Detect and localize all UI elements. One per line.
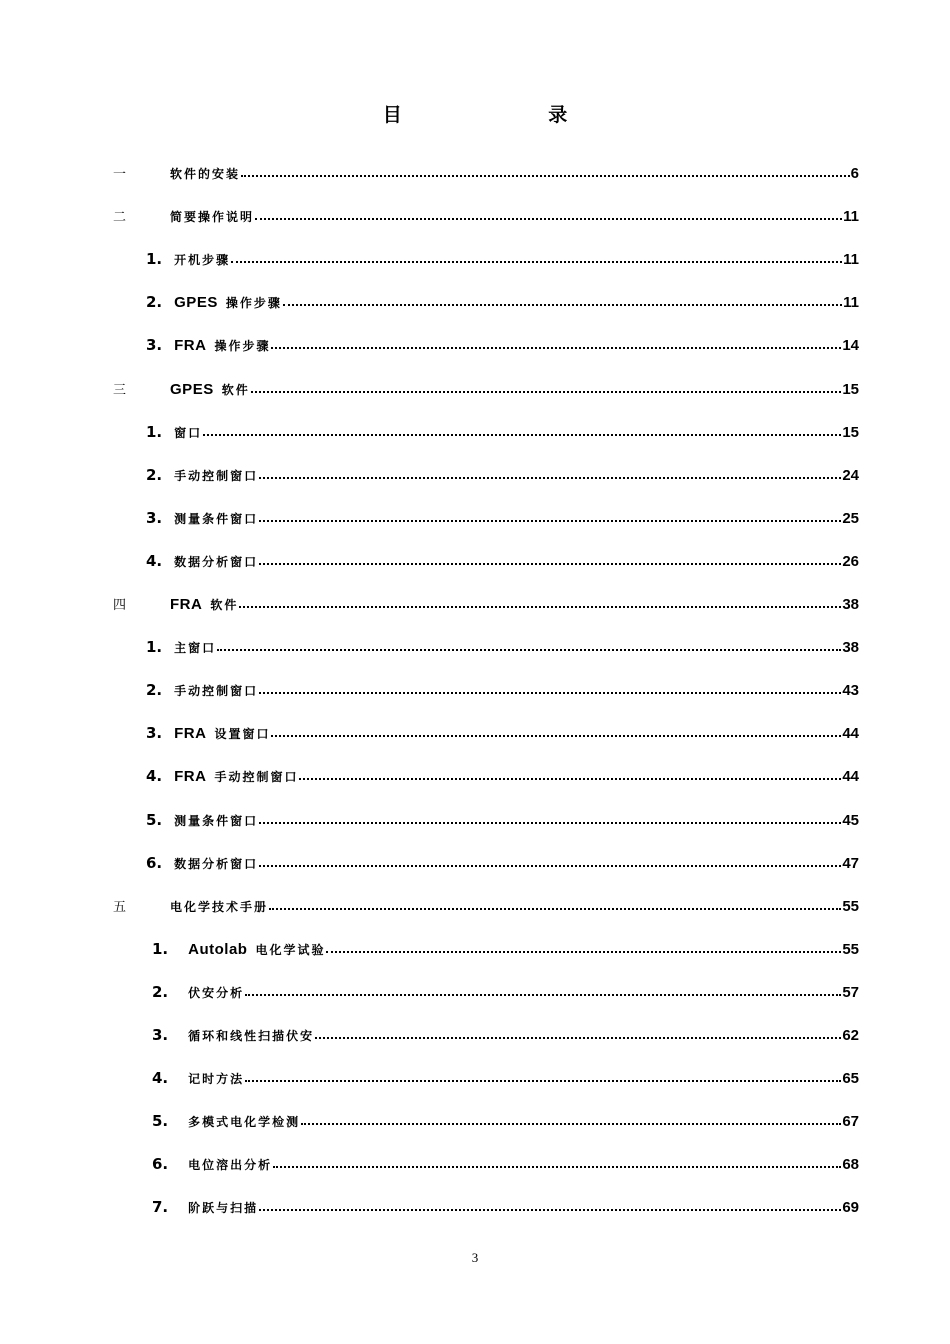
toc-entry[interactable] [152,1149,859,1173]
toc-leader-dots [259,692,841,694]
toc-entry-page: 38 [842,596,859,613]
toc-entry-text: 操作步骤 [214,339,271,354]
toc-entry-page: 15 [842,380,859,398]
toc-entry-latin: FRA [174,768,207,786]
toc-leader-dots [259,1209,841,1211]
toc-entry-number: 2. [146,681,163,700]
toc-entry-number: 1. [146,250,163,269]
toc-entry[interactable] [146,632,859,656]
toc-entry[interactable] [152,1192,859,1216]
toc-entry-number: 1. [146,422,163,441]
toc-entry-number: 四 [113,598,127,613]
toc-entry-label [174,251,230,268]
toc-entry-label [174,467,258,484]
toc-entry-latin: Autolab [188,940,248,958]
toc-entry-number: 4. [146,767,163,786]
toc-entry-number: 3. [146,508,163,527]
toc-leader-dots [315,1037,841,1039]
toc-entry[interactable] [152,977,859,1001]
toc-entry-text: 数据分析窗口 [174,554,259,569]
page-number: 3 [471,1250,479,1265]
toc-entry-page: 14 [842,337,859,355]
toc-entry-label [174,294,282,311]
toc-leader-dots [283,304,842,306]
toc-entry[interactable] [146,718,859,742]
toc-entry-label [188,1027,314,1044]
toc-leader-dots [239,606,841,608]
toc-entry-label [174,682,258,699]
toc-leader-dots [269,908,841,910]
toc-entry-label [188,984,244,1001]
toc-entry[interactable] [146,330,859,354]
toc-entry-latin: GPES [174,294,218,312]
toc-entry-page: 65 [842,1070,859,1088]
toc-entry-page: 67 [842,1113,859,1131]
toc-entry-text: 数据分析窗口 [174,856,259,871]
toc-entry-text: 测量条件窗口 [174,813,259,828]
toc-entry[interactable] [146,417,859,441]
toc-entry-number: 一 [113,167,127,182]
toc-entry-text: 软件 [210,598,239,612]
toc-entry-label [170,165,240,182]
toc-entry-page: 55 [842,897,859,915]
toc-entry-label [170,208,254,225]
toc-entry-latin: FRA [170,596,203,613]
toc-entry-label [174,337,270,354]
toc-leader-dots [259,563,841,565]
toc-entry-text: 测量条件窗口 [174,511,259,526]
toc-entry-page: 11 [843,251,859,269]
page-title: 目 录 [382,104,638,126]
toc-entry-page: 25 [842,509,859,527]
toc-entry-page: 69 [842,1199,859,1217]
toc-entry-page: 44 [842,768,859,786]
toc-entry-number: 2. [146,293,163,312]
toc-entry-number: 6. [152,1155,169,1174]
toc-entry-text: 操作步骤 [225,296,282,311]
toc-entry[interactable] [113,158,859,182]
toc-entry-number: 5. [146,810,163,829]
toc-entry[interactable] [152,1020,859,1044]
toc-entry-label [174,768,298,785]
toc-entry-label [174,812,258,829]
toc-entry-text: 手动控制窗口 [214,770,299,785]
toc-entry-number: 2. [146,465,163,484]
toc-entry-number: 3. [152,1026,169,1044]
toc-entry[interactable] [146,503,859,527]
toc-entry-label [174,855,258,872]
toc-entry-latin: FRA [174,725,207,743]
toc-entry-text: 窗口 [174,425,203,440]
toc-entry-text: 开机步骤 [174,253,231,268]
toc-leader-dots [326,951,841,953]
toc-entry-number: 二 [113,210,127,226]
toc-entry[interactable] [146,546,859,570]
toc-entry-text: 电化学试验 [255,942,326,957]
toc-entry-page: 24 [842,466,859,484]
toc-leader-dots [241,175,850,177]
toc-leader-dots [259,865,841,867]
toc-entry-label [188,1070,244,1087]
toc-entry-latin: FRA [174,337,207,355]
toc-entry[interactable] [146,460,859,484]
toc-entry-number: 3. [146,724,163,743]
toc-entry[interactable] [146,848,859,872]
toc-entry-text: 软件的安装 [170,167,241,181]
toc-leader-dots [259,520,841,522]
toc-entry-page: 57 [842,983,859,1001]
toc-entry-page: 11 [843,294,859,312]
toc-entry-label [174,424,202,441]
toc-entry-label [174,725,270,742]
toc-entry-text: 阶跃与扫描 [188,1201,259,1216]
toc-entry-text: 主窗口 [174,641,217,656]
toc-entry-page: 62 [842,1027,859,1044]
toc-entry[interactable] [146,287,859,311]
toc-entry-label [174,639,216,656]
toc-entry-page: 43 [842,682,859,700]
toc-entry-page: 68 [842,1156,859,1174]
toc-leader-dots [231,261,842,263]
toc-leader-dots [259,822,841,824]
toc-entry-text: 简要操作说明 [170,210,255,225]
toc-leader-dots [203,434,841,436]
toc-entry-page: 38 [842,639,859,657]
toc-entry[interactable] [113,891,859,915]
toc-entry[interactable] [152,1106,859,1130]
toc-entry[interactable] [146,805,859,829]
toc-entry-text: 电化学技术手册 [170,899,269,914]
toc-entry-label [174,510,258,527]
toc-entry[interactable] [113,374,859,398]
toc-entry-text: 手动控制窗口 [174,684,259,699]
toc-entry-number: 1. [152,939,169,958]
toc-entry-page: 45 [842,811,859,829]
toc-entry-label [174,553,258,570]
toc-leader-dots [255,218,842,220]
toc-leader-dots [245,994,841,996]
toc-entry[interactable] [152,934,859,958]
toc-leader-dots [299,778,841,780]
toc-entry-number: 3. [146,336,163,355]
toc-entry-page: 44 [842,725,859,743]
toc-leader-dots [273,1166,841,1168]
toc-entry-number: 1. [146,638,163,657]
toc-entry-text: 记时方法 [188,1072,245,1087]
toc-entry-page: 55 [842,940,859,958]
toc-entry-text: 多模式电化学检测 [188,1115,301,1130]
toc-entry-number: 6. [146,853,163,872]
toc-entry[interactable] [113,589,859,613]
toc-entry-label [188,1156,272,1173]
toc-entry-label [188,941,325,958]
toc-entry-label [170,381,250,398]
toc-entry-page: 47 [842,854,859,872]
toc-entry-text: 手动控制窗口 [174,468,259,483]
toc-entry-number: 4. [146,551,163,570]
toc-leader-dots [217,649,841,651]
toc-entry-text: 设置窗口 [214,727,271,742]
toc-entry-text: 循环和线性扫描伏安 [188,1029,315,1043]
toc-leader-dots [271,347,841,349]
toc-entry-number: 五 [113,899,127,915]
toc-entry-page: 15 [842,423,859,441]
toc-entry-number: 5. [152,1112,169,1131]
toc-entry-text: 软件 [221,382,250,397]
toc-entry-number: 三 [113,382,127,398]
toc-leader-dots [301,1123,841,1125]
toc-entry[interactable] [146,761,859,785]
toc-entry-page: 6 [850,165,859,182]
toc-entry-text: 伏安分析 [188,985,245,1000]
toc-entry[interactable] [146,675,859,699]
toc-entry-number: 7. [152,1198,169,1217]
toc-entry[interactable] [152,1063,859,1087]
toc-entry-latin: GPES [170,380,214,398]
toc-entry[interactable] [146,244,859,268]
toc-leader-dots [259,477,841,479]
toc-entry-number: 2. [152,982,169,1001]
toc-entry-page: 11 [843,208,859,226]
toc-entry-text: 电位溶出分析 [188,1158,273,1173]
toc-entry-number: 4. [152,1069,169,1088]
toc-entry-label [188,1113,300,1130]
toc-leader-dots [271,735,841,737]
toc-entry-label [188,1199,258,1216]
toc-entry-label [170,596,238,613]
toc-leader-dots [245,1080,841,1082]
toc-entry-label [170,898,268,915]
toc-entry[interactable] [113,201,859,225]
toc-entry-page: 26 [842,552,859,570]
toc-leader-dots [251,391,842,393]
